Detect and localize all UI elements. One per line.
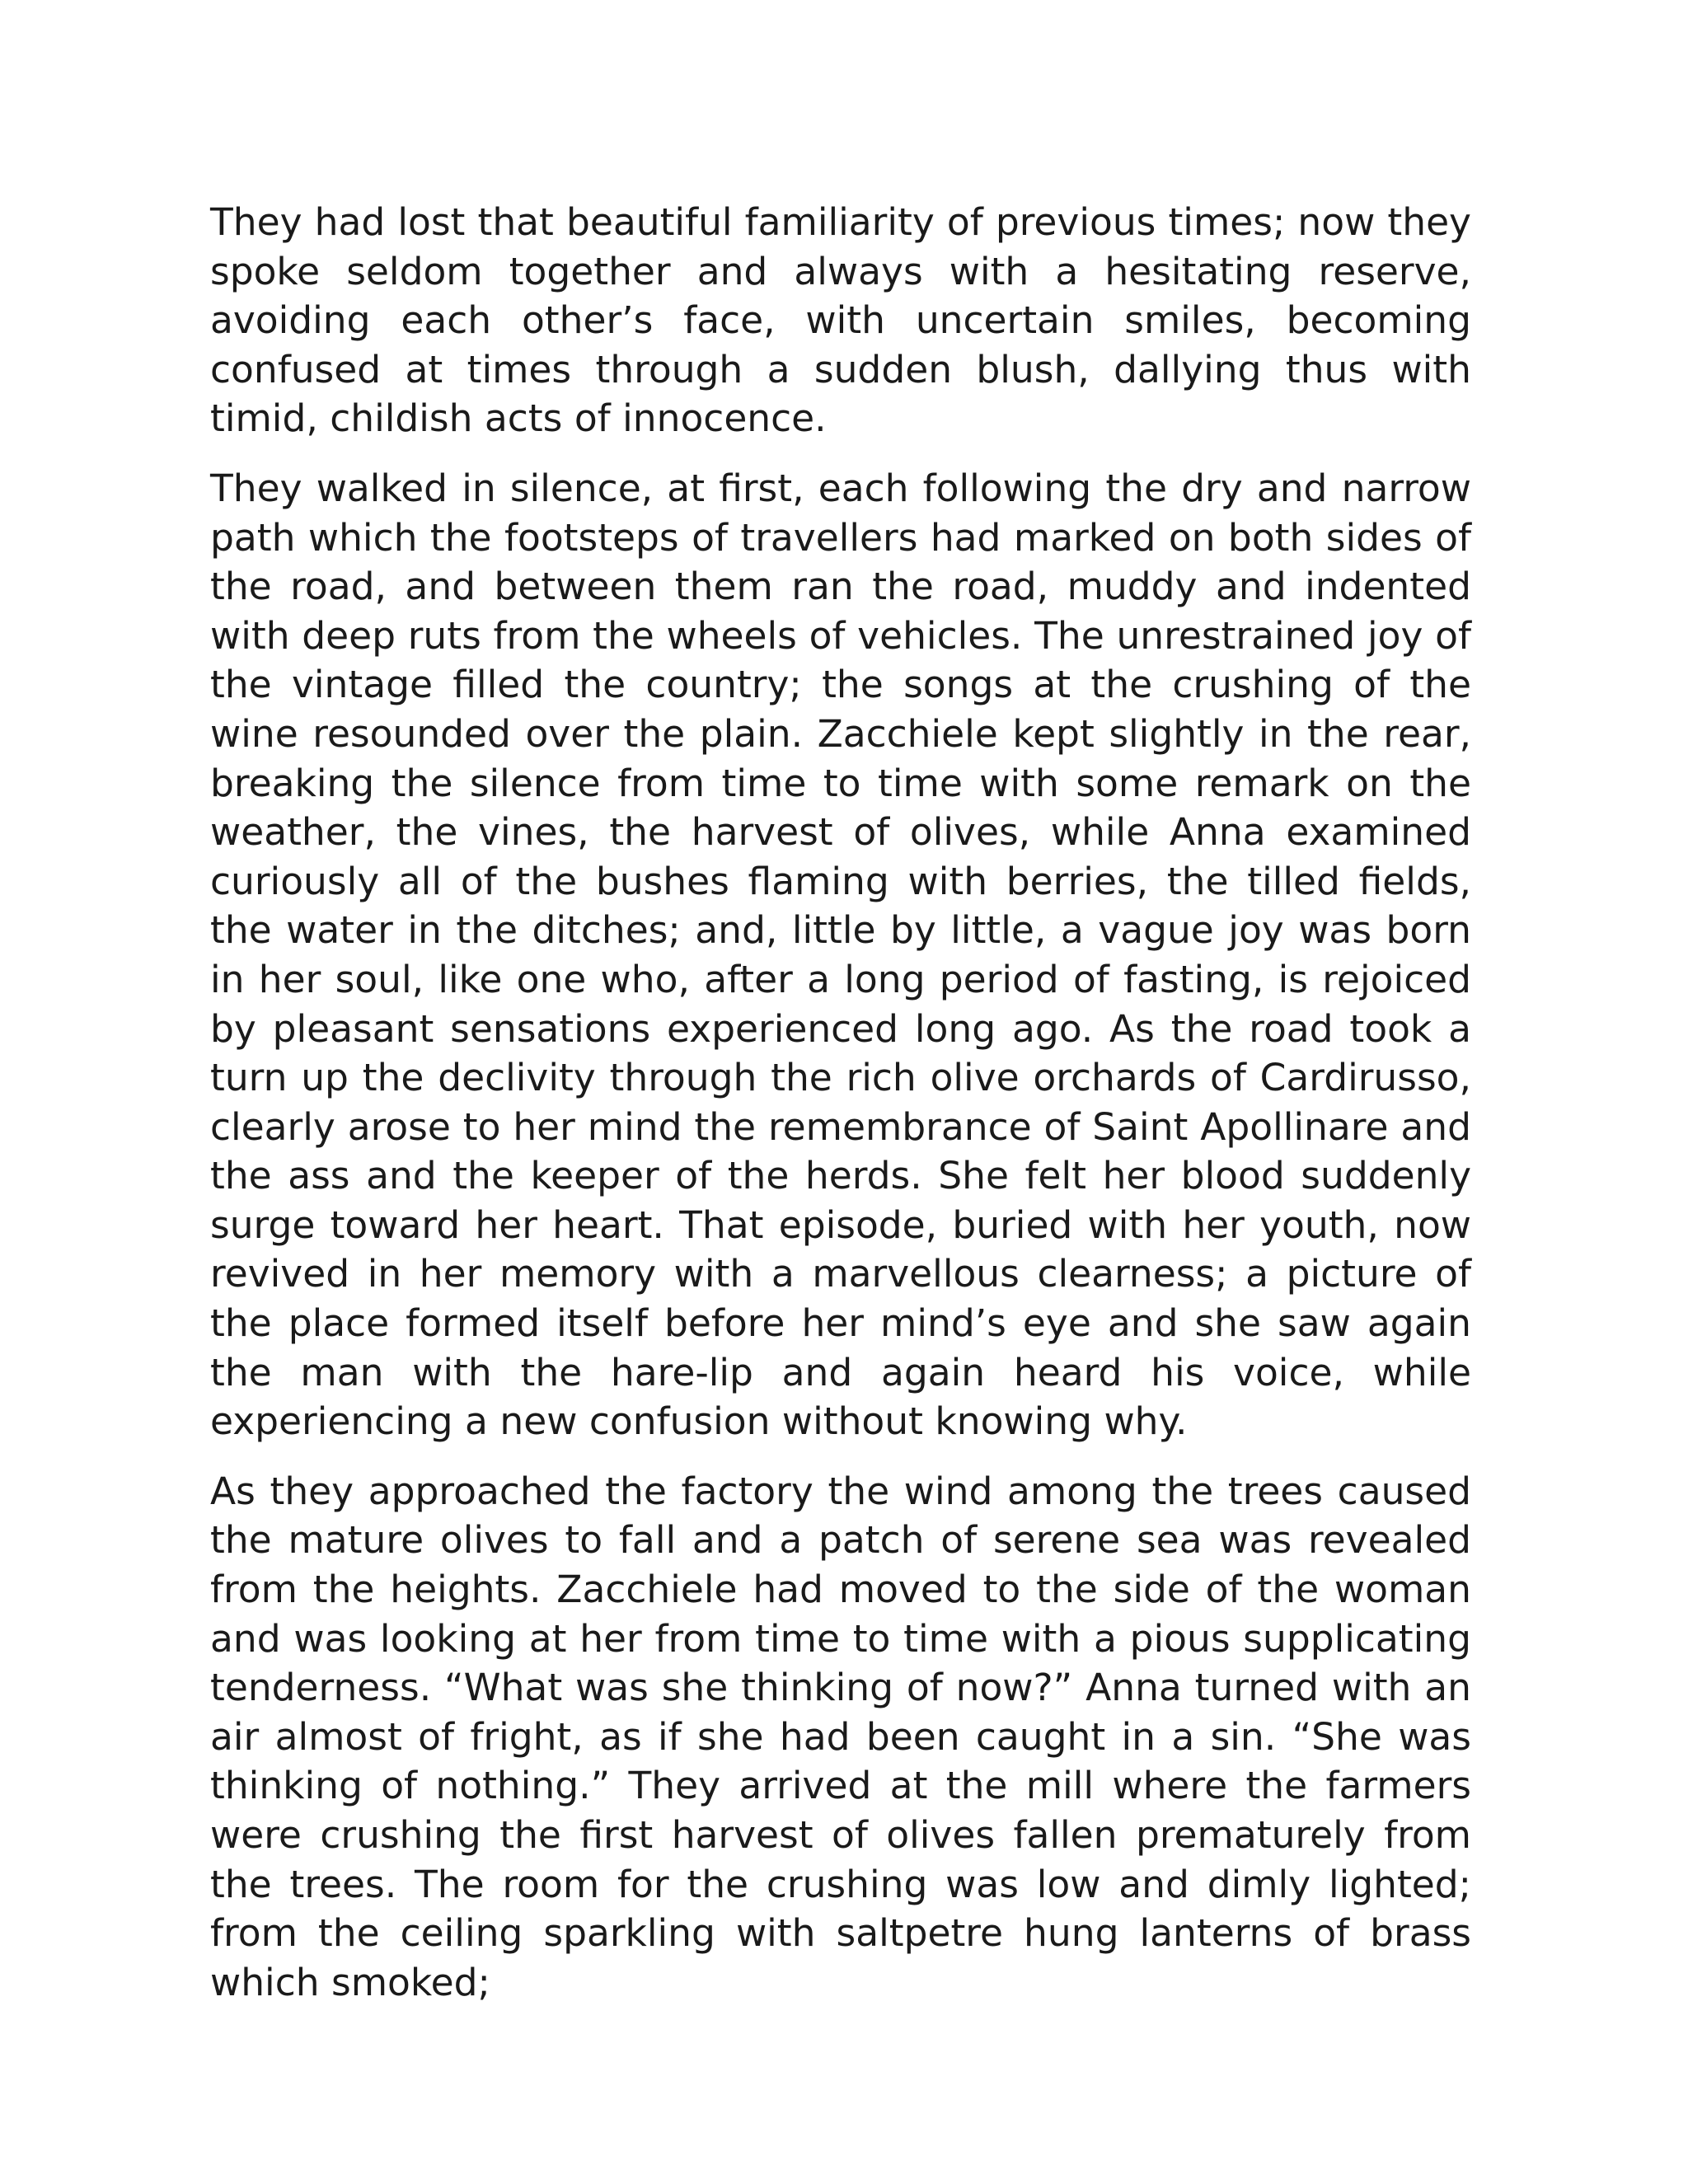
body-text xyxy=(210,198,1471,2007)
paragraph-2: They walked in silence, at first, each following the dry and narrow path which the footsteps of travellers had marked on both sides of the road, and between them ran the road, muddy and indented with deep ruts from the wheels of vehicles. The unrestrained joy of the vintage filled the country; the songs at the crushing of the wine resounded over the plain. Zacchiele kept slightly in the rear, breaking the silence from time to time with some remark on the weather, the vines, the harvest of olives, while Anna examined curiously all of the bushes flaming with berries, the tilled fields, the water in the ditches; and, little by little, a vague joy was born in her soul, like one who, after a long period of fasting, is rejoiced by pleasant sensations experienced long ago. As the road took a turn up the declivity through the rich olive orchards of Cardirusso, clearly arose to her mind the remembrance of Saint Apollinare and the ass and the keeper of the herds. She felt her blood suddenly surge toward her heart. That episode, buried with her youth, now revived in her memory with a marvellous clearness; a picture of the place formed itself before her mind’s eye and she saw again the man with the hare-lip and again heard his voice, while experiencing a new confusion without knowing why. xyxy=(210,466,1471,1444)
paragraph-3: As they approached the factory the wind among the trees caused the mature olives to fall and a patch of serene sea was revealed from the heights. Zacchiele had moved to the side of the woman and was looking at her from time to time with a pious supplicating tenderness. “What was she thinking of now?” Anna turned with an air almost of fright, as if she had been caught in a sin. “She was thinking of nothing.” They arrived at the mill where the farmers were crushing the first harvest of olives fallen prematurely from the trees. The room for the crushing was low and dimly lighted; from the ceiling sparkling with saltpetre hung lanterns of brass which smoked; xyxy=(210,1469,1471,2004)
paragraph-1: They had lost that beautiful familiarity of previous times; now they spoke seldom together and always with a hesitating reserve, avoiding each other’s face, with uncertain smiles, becoming confused at times through a sudden blush, dallying thus with timid, childish acts of innocence. xyxy=(210,200,1471,441)
